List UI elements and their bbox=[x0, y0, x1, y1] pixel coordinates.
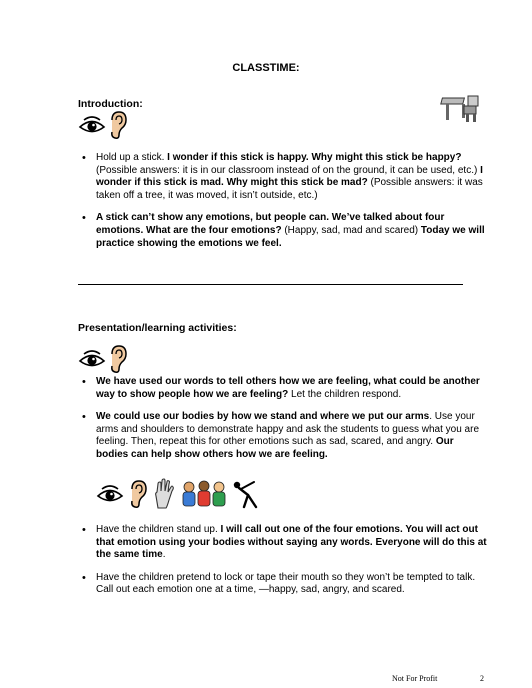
bold-text: Our bodies can help show others how we are feeling. bbox=[96, 436, 454, 460]
activity-bullets bbox=[96, 524, 488, 607]
page-number: 2 bbox=[480, 674, 484, 683]
children-group-icon bbox=[180, 479, 228, 509]
presentation-heading: Presentation/learning activities: bbox=[78, 322, 237, 334]
intro-bullets bbox=[96, 152, 488, 260]
bold-text: Today we will practice showing the emotions we feel. bbox=[96, 224, 485, 249]
list-item bbox=[96, 524, 488, 562]
list-item bbox=[96, 376, 488, 401]
eye-icon bbox=[78, 114, 106, 136]
page-title: CLASSTIME: bbox=[232, 62, 300, 74]
stretching-person-icon bbox=[232, 479, 260, 509]
bold-text: We have used our words to tell others how we are feeling, what could be another way to show people how we are feeling? bbox=[96, 376, 480, 400]
list-item bbox=[96, 411, 488, 461]
desk-chair-icon bbox=[440, 92, 480, 124]
hand-icon bbox=[152, 478, 176, 510]
list-item bbox=[96, 212, 488, 250]
text: (Happy, sad, mad and scared) bbox=[281, 224, 421, 236]
activity-icons bbox=[96, 478, 260, 510]
presentation-icons bbox=[78, 344, 128, 374]
list-item bbox=[96, 572, 488, 597]
presentation-bullets bbox=[96, 376, 488, 472]
intro-heading: Introduction: bbox=[78, 98, 143, 110]
ear-icon bbox=[108, 110, 128, 140]
text: (Possible answers: it is in our classroom instead of on the ground, it can be used, etc.) bbox=[96, 164, 481, 176]
text: Have the children pretend to lock or tape their mouth so they won’t be tempted to talk. Call out each emotion one at a time, —happy, sad, angry, and scared. bbox=[96, 571, 476, 596]
bold-text: I will call out one of the four emotions. You will act out that emotion using your bodies without saying any words. Everyone will do this at the same time bbox=[96, 524, 487, 561]
footer-text: Not For Profit bbox=[392, 674, 438, 683]
text: Have the children stand up. bbox=[96, 524, 221, 535]
text: . Use your arms and shoulders to demonstrate happy and ask the students to guess what you are feeling. Then, repeat this for other emotions such as sad, scared, and angry. bbox=[96, 411, 480, 448]
list-item bbox=[96, 152, 488, 202]
bold-text: I wonder if this stick is happy. Why might this stick be happy? bbox=[167, 152, 462, 163]
bold-text: A stick can’t show any emotions, but people can. We’ve talked about four emotions. What are the four emotions? bbox=[96, 212, 445, 236]
text: Hold up a stick. bbox=[96, 152, 168, 163]
intro-icons bbox=[78, 110, 128, 140]
text: . bbox=[162, 549, 166, 561]
eye-icon bbox=[96, 483, 124, 505]
section-divider bbox=[78, 284, 463, 285]
bold-text: I wonder if this stick is mad. Why might this stick be mad? bbox=[96, 164, 483, 189]
ear-icon bbox=[128, 479, 148, 509]
ear-icon bbox=[108, 344, 128, 374]
eye-icon bbox=[78, 348, 106, 370]
bold-text: We could use our bodies by how we stand and where we put our arms bbox=[96, 411, 430, 423]
text: Let the children respond. bbox=[288, 388, 402, 400]
text: (Possible answers: it was taken off a tree, it was moved, it isn’t outside, etc.) bbox=[96, 177, 483, 201]
